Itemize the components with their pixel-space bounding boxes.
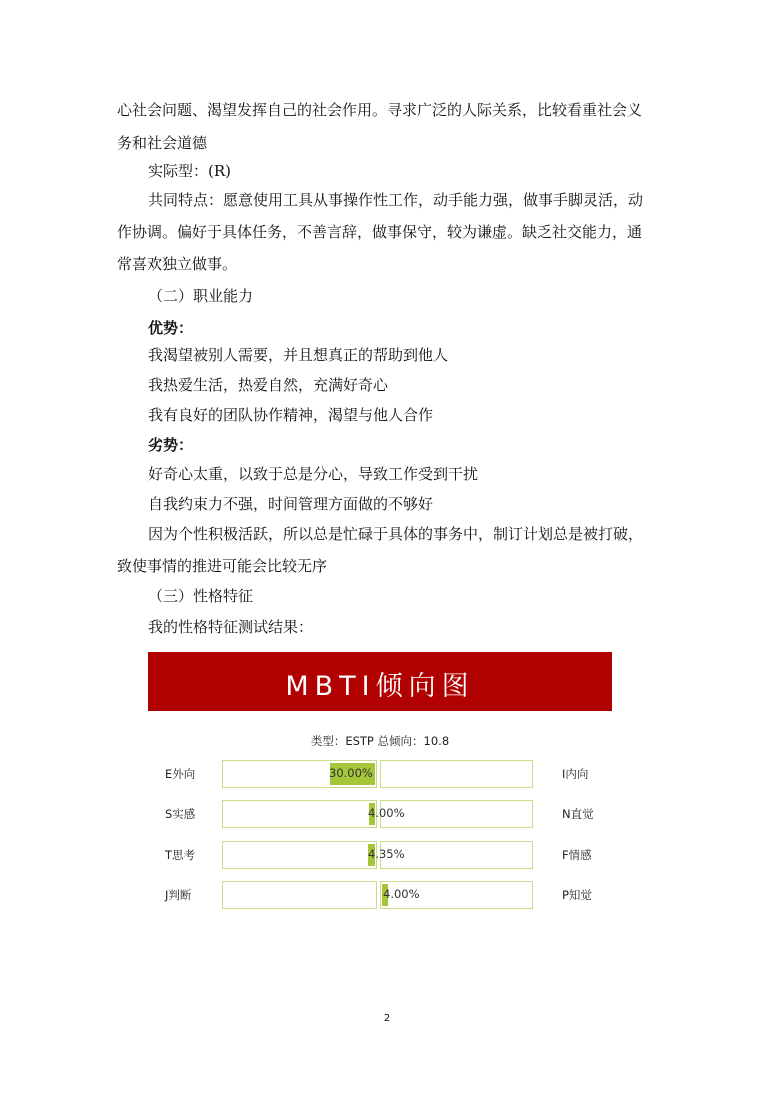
paragraph-line: 作协调。偏好于具体任务，不善言辞，做事保守，较为谦虚。缺乏社交能力，通 [117,223,643,241]
result-intro: 我的性格特征测试结果： [148,618,314,636]
mbti-right-label: I内向 [562,767,589,781]
chart-subtitle: 类型：ESTP 总倾向：10.8 [310,734,450,748]
strength-item: 我渴望被别人需要，并且想真正的帮助到他人 [148,346,449,364]
realistic-type-heading: 实际型：(R) [148,162,231,180]
weakness-item: 好奇心太重，以致于总是分心，导致工作受到干扰 [148,465,479,483]
mbti-left-label: E外向 [165,767,196,781]
weakness-item: 自我约束力不强，时间管理方面做的不够好 [148,495,434,513]
strength-item: 我热爱生活，热爱自然，充满好奇心 [148,376,389,394]
strength-item: 我有良好的团队协作精神，渴望与他人合作 [148,406,434,424]
chart-banner [148,652,612,711]
section-heading-career-ability: （二）职业能力 [148,287,254,305]
mbti-left-label: T思考 [165,848,196,862]
mbti-left-bar-track [222,800,377,828]
mbti-row [148,841,612,869]
mbti-row [148,760,612,788]
chart-title: MBTI倾向图 [285,671,475,702]
mbti-value-label: 4.00% [383,887,420,901]
section-heading-personality: （三）性格特征 [148,587,254,605]
weakness-item: 因为个性积极活跃，所以总是忙碌于具体的事务中，制订计划总是被打破， [148,525,644,543]
paragraph-line: 常喜欢独立做事。 [117,255,238,273]
paragraph-line: 心社会问题、渴望发挥自己的社会作用。寻求广泛的人际关系，比较看重社会义 [117,101,643,119]
paragraph-line: 务和社会道德 [117,134,208,152]
mbti-right-bar-track [380,760,533,788]
mbti-left-bar-track [222,841,377,869]
mbti-left-label: J判断 [165,888,192,902]
mbti-value-label: 30.00% [329,766,373,780]
mbti-row [148,881,612,909]
mbti-value-label: 4.35% [368,847,405,861]
paragraph-line: 共同特点：愿意使用工具从事操作性工作，动手能力强，做事手脚灵活，动 [148,191,644,209]
page-number: 2 [383,1013,391,1024]
mbti-left-label: S实感 [165,807,196,821]
mbti-right-label: P知觉 [562,888,592,902]
strengths-label: 优势： [148,319,194,337]
mbti-right-label: F情感 [562,848,592,862]
weakness-item-continued: 致使事情的推进可能会比较无序 [117,557,328,575]
mbti-right-label: N直觉 [562,807,594,821]
mbti-row [148,800,612,828]
weaknesses-label: 劣势： [148,436,194,454]
mbti-value-label: 4.00% [368,806,405,820]
mbti-left-bar-track [222,881,377,909]
